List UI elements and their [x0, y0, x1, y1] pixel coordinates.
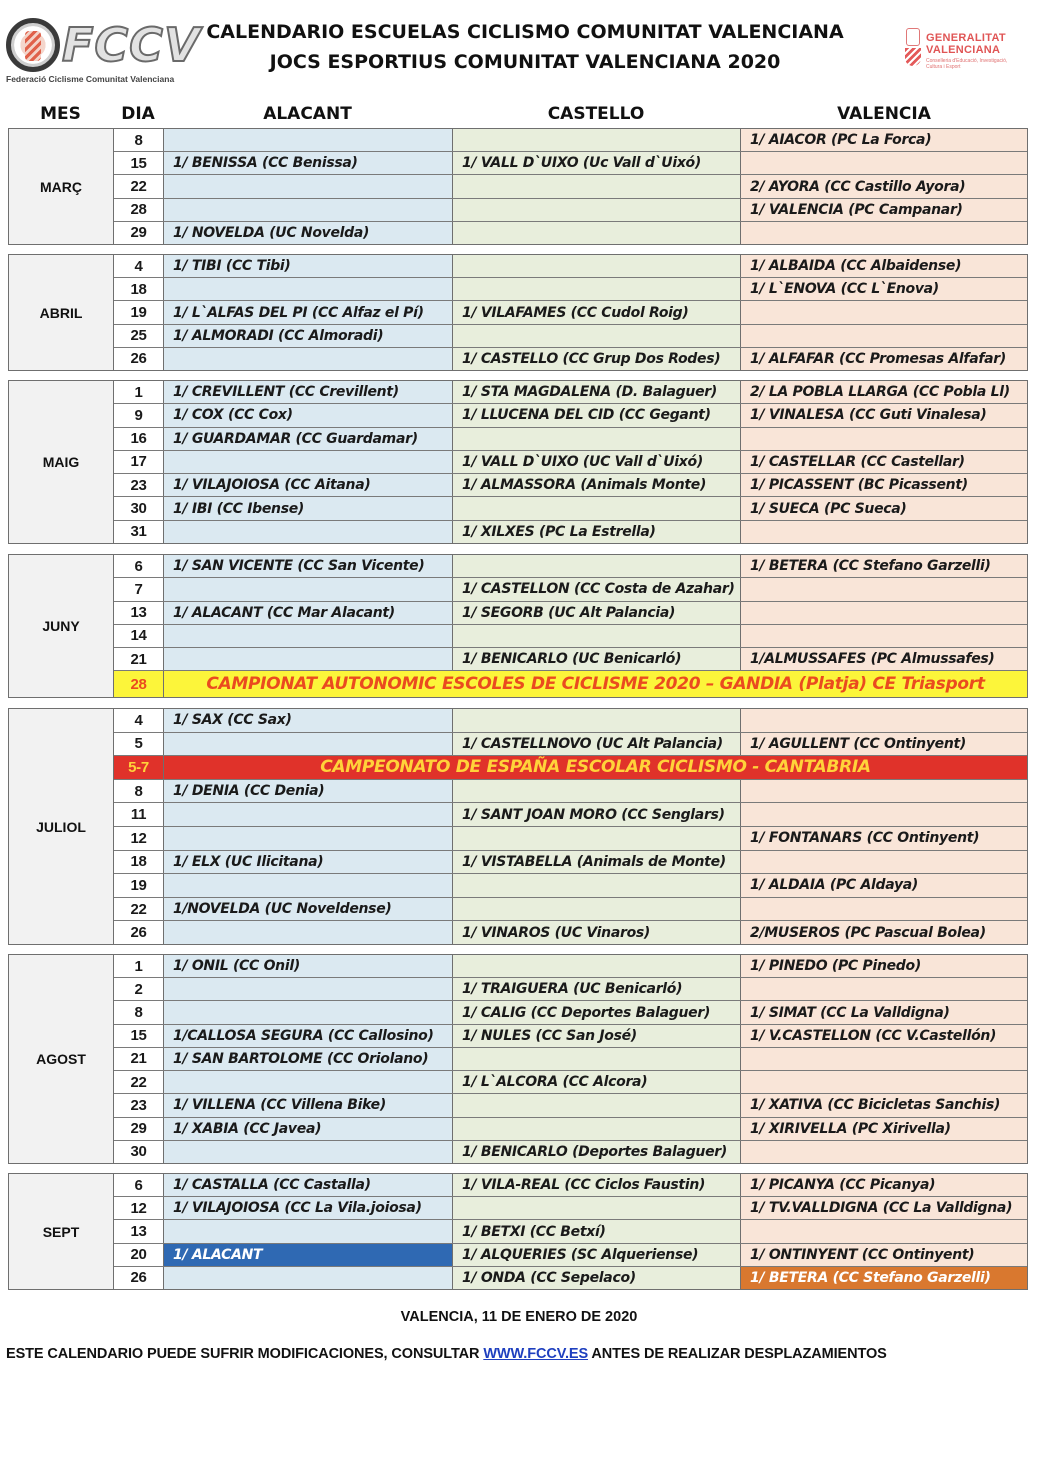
footer-note-before: ESTE CALENDARIO PUEDE SUFRIR MODIFICACIONES, CONSULTAR	[6, 1346, 484, 1362]
calendar-row	[114, 277, 1027, 300]
calendar-row	[114, 1047, 1027, 1070]
castello-cell	[453, 199, 741, 221]
calendar-row	[114, 1093, 1027, 1116]
calendar-row	[114, 577, 1027, 600]
castello-cell	[453, 555, 741, 577]
valencia-cell: 1/ V.CASTELLON (CC V.Castellón)	[741, 1025, 1027, 1047]
alacant-cell: 1/ XABIA (CC Javea)	[164, 1118, 453, 1140]
calendar-row	[114, 403, 1027, 426]
calendar-row	[114, 1140, 1027, 1163]
castello-cell	[453, 709, 741, 732]
alacant-cell: 1/ L`ALFAS DEL PI (CC Alfaz el Pí)	[164, 301, 453, 323]
day-cell: 13	[114, 602, 164, 624]
month-block	[8, 954, 1028, 1164]
alacant-cell	[164, 278, 453, 300]
castello-cell: 1/ CASTELLO (CC Grup Dos Rodes)	[453, 348, 741, 370]
day-cell: 5	[114, 733, 164, 756]
valencia-cell: 1/ SUECA (PC Sueca)	[741, 497, 1027, 519]
day-cell: 22	[114, 898, 164, 921]
valencia-cell	[741, 152, 1027, 174]
month-block	[8, 254, 1028, 371]
alacant-cell: 1/ TIBI (CC Tibi)	[164, 255, 453, 277]
day-cell: 22	[114, 1071, 164, 1093]
calendar-row	[114, 850, 1027, 874]
alacant-cell	[164, 978, 453, 1000]
footer-note-after: ANTES DE REALIZAR DESPLAZAMIENTOS	[588, 1346, 887, 1362]
alacant-cell: 1/ SAN BARTOLOME (CC Oriolano)	[164, 1048, 453, 1070]
calendar-row	[114, 496, 1027, 519]
valencia-cell: 1/ CASTELLAR (CC Castellar)	[741, 451, 1027, 473]
calendar-row	[114, 520, 1027, 543]
alacant-cell	[164, 451, 453, 473]
alacant-cell: 1/ NOVELDA (UC Novelda)	[164, 222, 453, 244]
castello-cell	[453, 1094, 741, 1116]
alacant-cell: 1/CALLOSA SEGURA (CC Callosino)	[164, 1025, 453, 1047]
day-cell: 12	[114, 827, 164, 850]
day-cell: 14	[114, 625, 164, 647]
day-cell: 18	[114, 278, 164, 300]
month-label: SEPT	[9, 1174, 114, 1289]
calendar-row	[114, 1070, 1027, 1093]
castello-cell: 1/ VALL D`UIXO (Uc Vall d`Uixó)	[453, 152, 741, 174]
day-cell: 29	[114, 222, 164, 244]
calendar-row	[114, 1117, 1027, 1140]
castello-cell	[453, 827, 741, 850]
day-cell: 11	[114, 803, 164, 826]
alacant-cell: 1/ ALACANT	[164, 1244, 453, 1266]
castello-cell	[453, 1197, 741, 1219]
month-label: JULIOL	[9, 709, 114, 944]
day-cell: 28	[114, 199, 164, 221]
calendar-row	[114, 670, 1027, 697]
castello-cell	[453, 1118, 741, 1140]
day-cell: 8	[114, 129, 164, 151]
alacant-cell: 1/ COX (CC Cox)	[164, 404, 453, 426]
castello-cell	[453, 428, 741, 450]
calendar-row	[114, 624, 1027, 647]
page-title: CALENDARIO ESCUELAS CICLISMO COMUNITAT VALENCIANA	[206, 21, 844, 43]
valencia-cell: 1/ TV.VALLDIGNA (CC La Valldigna)	[741, 1197, 1027, 1219]
castello-cell	[453, 175, 741, 197]
alacant-cell: 1/ GUARDAMAR (CC Guardamar)	[164, 428, 453, 450]
calendar-row	[114, 151, 1027, 174]
alacant-cell	[164, 625, 453, 647]
alacant-cell: 1/ VILAJOIOSA (CC Aitana)	[164, 474, 453, 496]
generalitat-emblem-icon	[904, 28, 922, 68]
calendar-row	[114, 779, 1027, 803]
calendar-row	[114, 977, 1027, 1000]
valencia-cell: 1/ ONTINYENT (CC Ontinyent)	[741, 1244, 1027, 1266]
fccv-logo-text: FCCV	[62, 18, 201, 72]
castello-cell: 1/ CASTELLNOVO (UC Alt Palancia)	[453, 733, 741, 756]
alacant-cell	[164, 1267, 453, 1289]
calendar-row	[114, 1243, 1027, 1266]
alacant-cell: 1/ VILAJOIOSA (CC La Vila.joiosa)	[164, 1197, 453, 1219]
generalitat-line3: Conselleria d'Educació, Investigació, Cultura i Esport	[926, 58, 1008, 70]
castello-cell	[453, 325, 741, 347]
fccv-logo	[4, 16, 201, 86]
castello-cell	[453, 874, 741, 897]
day-cell: 23	[114, 474, 164, 496]
castello-cell	[453, 255, 741, 277]
calendar-row	[114, 1219, 1027, 1242]
calendar-row	[114, 732, 1027, 756]
calendar-row	[114, 647, 1027, 670]
calendar-row	[114, 450, 1027, 473]
alacant-cell	[164, 648, 453, 670]
alacant-cell	[164, 1141, 453, 1163]
day-cell: 7	[114, 578, 164, 600]
column-header-alacant: ALACANT	[263, 104, 352, 124]
valencia-cell	[741, 1048, 1027, 1070]
valencia-cell	[741, 578, 1027, 600]
day-cell: 25	[114, 325, 164, 347]
castello-cell	[453, 222, 741, 244]
valencia-cell	[741, 325, 1027, 347]
calendar-row	[114, 427, 1027, 450]
valencia-cell: 1/ PICASSENT (BC Picassent)	[741, 474, 1027, 496]
castello-cell: 1/ TRAIGUERA (UC Benicarló)	[453, 978, 741, 1000]
month-block	[8, 708, 1028, 945]
castello-cell: 1/ STA MAGDALENA (D. Balaguer)	[453, 381, 741, 403]
day-cell: 12	[114, 1197, 164, 1219]
castello-cell	[453, 278, 741, 300]
calendar-row	[114, 300, 1027, 323]
fccv-website-link[interactable]: WWW.FCCV.ES	[483, 1346, 589, 1362]
day-cell: 21	[114, 1048, 164, 1070]
alacant-cell: 1/ SAN VICENTE (CC San Vicente)	[164, 555, 453, 577]
castello-cell	[453, 129, 741, 151]
alacant-cell	[164, 874, 453, 897]
alacant-cell	[164, 803, 453, 826]
day-cell: 2	[114, 978, 164, 1000]
alacant-cell	[164, 1220, 453, 1242]
castello-cell: 1/ VALL D`UIXO (UC Vall d`Uixó)	[453, 451, 741, 473]
day-cell: 18	[114, 851, 164, 874]
alacant-cell: 1/ IBI (CC Ibense)	[164, 497, 453, 519]
fccv-emblem-icon	[6, 18, 60, 72]
calendar-row	[114, 920, 1027, 944]
valencia-cell	[741, 222, 1027, 244]
alacant-cell: 1/ ALMORADI (CC Almoradi)	[164, 325, 453, 347]
alacant-cell	[164, 827, 453, 850]
alacant-cell: 1/ CASTALLA (CC Castalla)	[164, 1174, 453, 1196]
alacant-cell	[164, 348, 453, 370]
valencia-cell: 1/ FONTANARS (CC Ontinyent)	[741, 827, 1027, 850]
generalitat-line1: GENERALITAT	[926, 32, 1006, 44]
calendar-row	[114, 1174, 1027, 1196]
alacant-cell: 1/ ONIL (CC Onil)	[164, 955, 453, 977]
alacant-cell	[164, 521, 453, 543]
day-cell: 5-7	[114, 756, 164, 779]
footer-note	[6, 1346, 887, 1362]
valencia-cell	[741, 1141, 1027, 1163]
castello-cell	[453, 497, 741, 519]
calendar-row	[114, 873, 1027, 897]
valencia-cell: 1/ ALBAIDA (CC Albaidense)	[741, 255, 1027, 277]
alacant-cell: 1/ SAX (CC Sax)	[164, 709, 453, 732]
generalitat-line2: VALENCIANA	[926, 44, 1001, 56]
calendar-row	[114, 802, 1027, 826]
day-cell: 15	[114, 152, 164, 174]
calendar-row	[114, 897, 1027, 921]
day-cell: 30	[114, 497, 164, 519]
castello-cell: 1/ SANT JOAN MORO (CC Senglars)	[453, 803, 741, 826]
castello-cell: 1/ BENICARLO (Deportes Balaguer)	[453, 1141, 741, 1163]
generalitat-logo	[902, 26, 1012, 76]
calendar-row	[114, 1024, 1027, 1047]
valencia-cell	[741, 898, 1027, 921]
alacant-cell: 1/ BENISSA (CC Benissa)	[164, 152, 453, 174]
castello-cell	[453, 898, 741, 921]
castello-cell: 1/ NULES (CC San José)	[453, 1025, 741, 1047]
day-cell: 8	[114, 1001, 164, 1023]
castello-cell	[453, 780, 741, 803]
castello-cell: 1/ SEGORB (UC Alt Palancia)	[453, 602, 741, 624]
alacant-cell	[164, 921, 453, 944]
valencia-cell	[741, 602, 1027, 624]
valencia-cell	[741, 428, 1027, 450]
valencia-cell: 1/ALMUSSAFES (PC Almussafes)	[741, 648, 1027, 670]
castello-cell: 1/ L`ALCORA (CC Alcora)	[453, 1071, 741, 1093]
calendar-row	[114, 174, 1027, 197]
alacant-cell	[164, 175, 453, 197]
calendar-row	[114, 555, 1027, 577]
day-cell: 6	[114, 1174, 164, 1196]
castello-cell: 1/ LLUCENA DEL CID (CC Gegant)	[453, 404, 741, 426]
month-label: AGOST	[9, 955, 114, 1163]
calendar-row	[114, 755, 1027, 779]
day-cell: 1	[114, 955, 164, 977]
castello-cell: 1/ BENICARLO (UC Benicarló)	[453, 648, 741, 670]
alacant-cell	[164, 578, 453, 600]
page-subtitle: JOCS ESPORTIUS COMUNITAT VALENCIANA 2020	[269, 51, 781, 73]
fccv-logo-subtitle: Federació Ciclisme Comunitat Valenciana	[6, 74, 175, 84]
day-cell: 26	[114, 348, 164, 370]
valencia-cell: 1/ ALFAFAR (CC Promesas Alfafar)	[741, 348, 1027, 370]
castello-cell	[453, 955, 741, 977]
column-header-dia: DIA	[121, 104, 155, 124]
day-cell: 15	[114, 1025, 164, 1047]
valencia-cell: 1/ XIRIVELLA (PC Xirivella)	[741, 1118, 1027, 1140]
footer-date: VALENCIA, 11 DE ENERO DE 2020	[400, 1309, 638, 1325]
calendar-row	[114, 955, 1027, 977]
month-block	[8, 380, 1028, 544]
valencia-cell: 1/ PINEDO (PC Pinedo)	[741, 955, 1027, 977]
calendar-row	[114, 1000, 1027, 1023]
month-label: MAIG	[9, 381, 114, 543]
day-cell: 19	[114, 874, 164, 897]
calendar-row	[114, 198, 1027, 221]
castello-cell: 1/ VILA-REAL (CC Ciclos Faustin)	[453, 1174, 741, 1196]
day-cell: 26	[114, 921, 164, 944]
day-cell: 29	[114, 1118, 164, 1140]
valencia-cell: 1/ SIMAT (CC La Valldigna)	[741, 1001, 1027, 1023]
alacant-cell: 1/NOVELDA (UC Noveldense)	[164, 898, 453, 921]
month-block	[8, 1173, 1028, 1290]
valencia-cell: 2/ LA POBLA LLARGA (CC Pobla Ll)	[741, 381, 1027, 403]
valencia-cell: 1/ BETERA (CC Stefano Garzelli)	[741, 1267, 1027, 1289]
valencia-cell	[741, 978, 1027, 1000]
calendar-row	[114, 601, 1027, 624]
valencia-cell: 1/ AIACOR (PC La Forca)	[741, 129, 1027, 151]
valencia-cell: 1/ BETERA (CC Stefano Garzelli)	[741, 555, 1027, 577]
column-header-castello: CASTELLO	[547, 104, 645, 124]
valencia-cell: 1/ XATIVA (CC Bicicletas Sanchis)	[741, 1094, 1027, 1116]
valencia-cell	[741, 780, 1027, 803]
day-cell: 22	[114, 175, 164, 197]
alacant-cell	[164, 129, 453, 151]
alacant-cell	[164, 1071, 453, 1093]
calendar-row	[114, 324, 1027, 347]
event-banner: CAMPEONATO DE ESPAÑA ESCOLAR CICLISMO - CANTABRIA	[164, 756, 1027, 779]
day-cell: 30	[114, 1141, 164, 1163]
valencia-cell: 1/ PICANYA (CC Picanya)	[741, 1174, 1027, 1196]
castello-cell: 1/ ALQUERIES (SC Alqueriense)	[453, 1244, 741, 1266]
day-cell: 9	[114, 404, 164, 426]
day-cell: 20	[114, 1244, 164, 1266]
calendar-row	[114, 347, 1027, 370]
castello-cell: 1/ BETXI (CC Betxí)	[453, 1220, 741, 1242]
day-cell: 17	[114, 451, 164, 473]
valencia-cell: 1/ VINALESA (CC Guti Vinalesa)	[741, 404, 1027, 426]
alacant-cell	[164, 199, 453, 221]
day-cell: 1	[114, 381, 164, 403]
calendar-row	[114, 1266, 1027, 1289]
alacant-cell: 1/ CREVILLENT (CC Crevillent)	[164, 381, 453, 403]
castello-cell: 1/ ALMASSORA (Animals Monte)	[453, 474, 741, 496]
day-cell: 4	[114, 709, 164, 732]
calendar-row	[114, 1196, 1027, 1219]
day-cell: 19	[114, 301, 164, 323]
month-label: MARÇ	[9, 129, 114, 244]
castello-cell: 1/ CALIG (CC Deportes Balaguer)	[453, 1001, 741, 1023]
month-block	[8, 128, 1028, 245]
castello-cell: 1/ CASTELLON (CC Costa de Azahar)	[453, 578, 741, 600]
castello-cell: 1/ XILXES (PC La Estrella)	[453, 521, 741, 543]
month-label: JUNY	[9, 555, 114, 697]
month-block	[8, 554, 1028, 698]
event-banner: CAMPIONAT AUTONOMIC ESCOLES DE CICLISME 2020 – GANDIA (Platja) CE Triasport	[164, 671, 1027, 697]
valencia-cell: 1/ VALENCIA (PC Campanar)	[741, 199, 1027, 221]
valencia-cell: 1/ AGULLENT (CC Ontinyent)	[741, 733, 1027, 756]
calendar-row	[114, 129, 1027, 151]
calendar-row	[114, 709, 1027, 732]
calendar-row	[114, 826, 1027, 850]
alacant-cell: 1/ DENIA (CC Denia)	[164, 780, 453, 803]
castello-cell	[453, 625, 741, 647]
month-label: ABRIL	[9, 255, 114, 370]
castello-cell: 1/ VILAFAMES (CC Cudol Roig)	[453, 301, 741, 323]
valencia-cell	[741, 521, 1027, 543]
calendar-row	[114, 381, 1027, 403]
calendar-row	[114, 473, 1027, 496]
valencia-cell	[741, 709, 1027, 732]
calendar-row	[114, 255, 1027, 277]
valencia-cell: 1/ ALDAIA (PC Aldaya)	[741, 874, 1027, 897]
column-header-mes: MES	[40, 104, 81, 124]
castello-cell: 1/ ONDA (CC Sepelaco)	[453, 1267, 741, 1289]
valencia-cell	[741, 1220, 1027, 1242]
valencia-cell: 2/ AYORA (CC Castillo Ayora)	[741, 175, 1027, 197]
day-cell: 31	[114, 521, 164, 543]
alacant-cell: 1/ ALACANT (CC Mar Alacant)	[164, 602, 453, 624]
valencia-cell	[741, 301, 1027, 323]
castello-cell: 1/ VISTABELLA (Animals de Monte)	[453, 851, 741, 874]
alacant-cell	[164, 1001, 453, 1023]
valencia-cell	[741, 851, 1027, 874]
valencia-cell	[741, 1071, 1027, 1093]
day-cell: 13	[114, 1220, 164, 1242]
calendar-row	[114, 221, 1027, 244]
alacant-cell	[164, 733, 453, 756]
day-cell: 4	[114, 255, 164, 277]
day-cell: 28	[114, 671, 164, 697]
day-cell: 16	[114, 428, 164, 450]
valencia-cell: 2/MUSEROS (PC Pascual Bolea)	[741, 921, 1027, 944]
valencia-cell	[741, 625, 1027, 647]
day-cell: 21	[114, 648, 164, 670]
column-header-valencia: VALENCIA	[837, 104, 931, 124]
day-cell: 26	[114, 1267, 164, 1289]
day-cell: 23	[114, 1094, 164, 1116]
day-cell: 8	[114, 780, 164, 803]
day-cell: 6	[114, 555, 164, 577]
castello-cell	[453, 1048, 741, 1070]
alacant-cell: 1/ VILLENA (CC Villena Bike)	[164, 1094, 453, 1116]
valencia-cell: 1/ L`ENOVA (CC L`Enova)	[741, 278, 1027, 300]
alacant-cell: 1/ ELX (UC Ilicitana)	[164, 851, 453, 874]
castello-cell: 1/ VINAROS (UC Vinaros)	[453, 921, 741, 944]
valencia-cell	[741, 803, 1027, 826]
